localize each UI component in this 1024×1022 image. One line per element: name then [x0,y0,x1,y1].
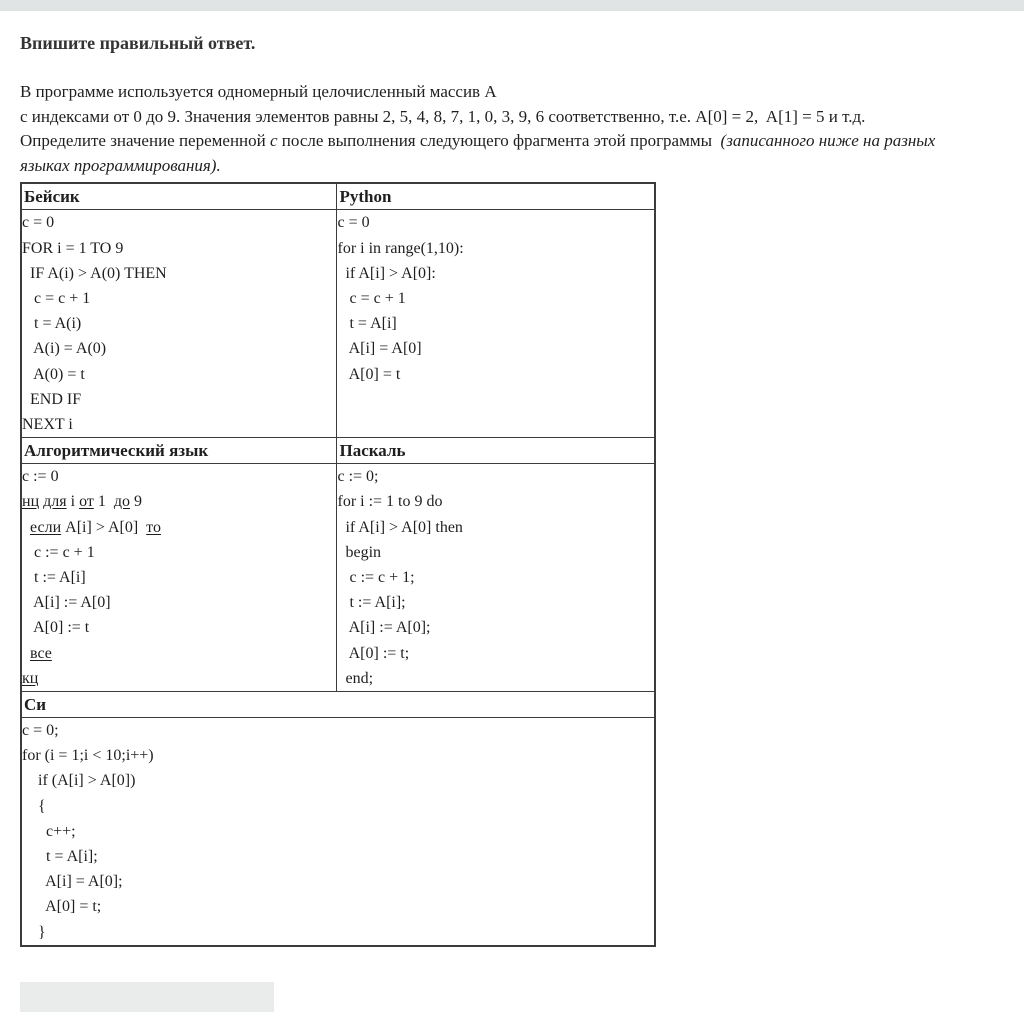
table-header-pascal: Паскаль [337,438,655,464]
answer-input[interactable] [20,982,274,1012]
table-header-c: Си [21,692,655,718]
problem-line-2: с индексами от 0 до 9. Значения элементов равны 2, 5, 4, 8, 7, 1, 0, 3, 9, 6 соответственно, т.е. A[0] = 2, A[1] = 5 и т.д. [20,106,866,126]
problem-statement [20,80,1006,178]
question-page [0,32,1024,947]
code-table [20,182,656,946]
question-prompt: Впишите правильный ответ. [20,33,256,53]
table-row-headers-3 [21,692,655,718]
table-row-headers-1 [21,183,655,210]
problem-line-3: Определите значение переменной c после выполнения следующего фрагмента этой программы (записанного ниже на разных языках программирования). [20,131,936,175]
table-row-code-3 [21,718,655,946]
table-row-code-1 [21,210,655,438]
table-header-algo: Алгоритмический язык [21,438,337,464]
code-cell-basic: c = 0 FOR i = 1 TO 9 IF A(i) > A(0) THEN c = c + 1 t = A(i) A(i) = A(0) A(0) = t END IF NEXT i [21,210,337,438]
table-row-code-2 [21,464,655,692]
code-cell-pascal: c := 0; for i := 1 to 9 do if A[i] > A[0] then begin c := c + 1; t := A[i]; A[i] := A[0]; A[0] := t; end; [337,464,655,692]
code-cell-c: c = 0; for (i = 1;i < 10;i++) if (A[i] > A[0]) { c++; t = A[i]; A[i] = A[0]; A[0] = t; } [21,718,655,946]
table-header-basic: Бейсик [21,183,337,210]
table-row-headers-2 [21,438,655,464]
problem-line-1: В программе используется одномерный целочисленный массив A [20,82,497,101]
code-cell-python: c = 0 for i in range(1,10): if A[i] > A[0]: c = c + 1 t = A[i] A[i] = A[0] A[0] = t [337,210,655,438]
table-header-python: Python [337,183,655,210]
top-bar [0,0,1024,11]
code-cell-algo: c := 0 нц для i от 1 до 9 если A[i] > A[0] то c := c + 1 t := A[i] A[i] := A[0] A[0] := t все кц [21,464,337,692]
